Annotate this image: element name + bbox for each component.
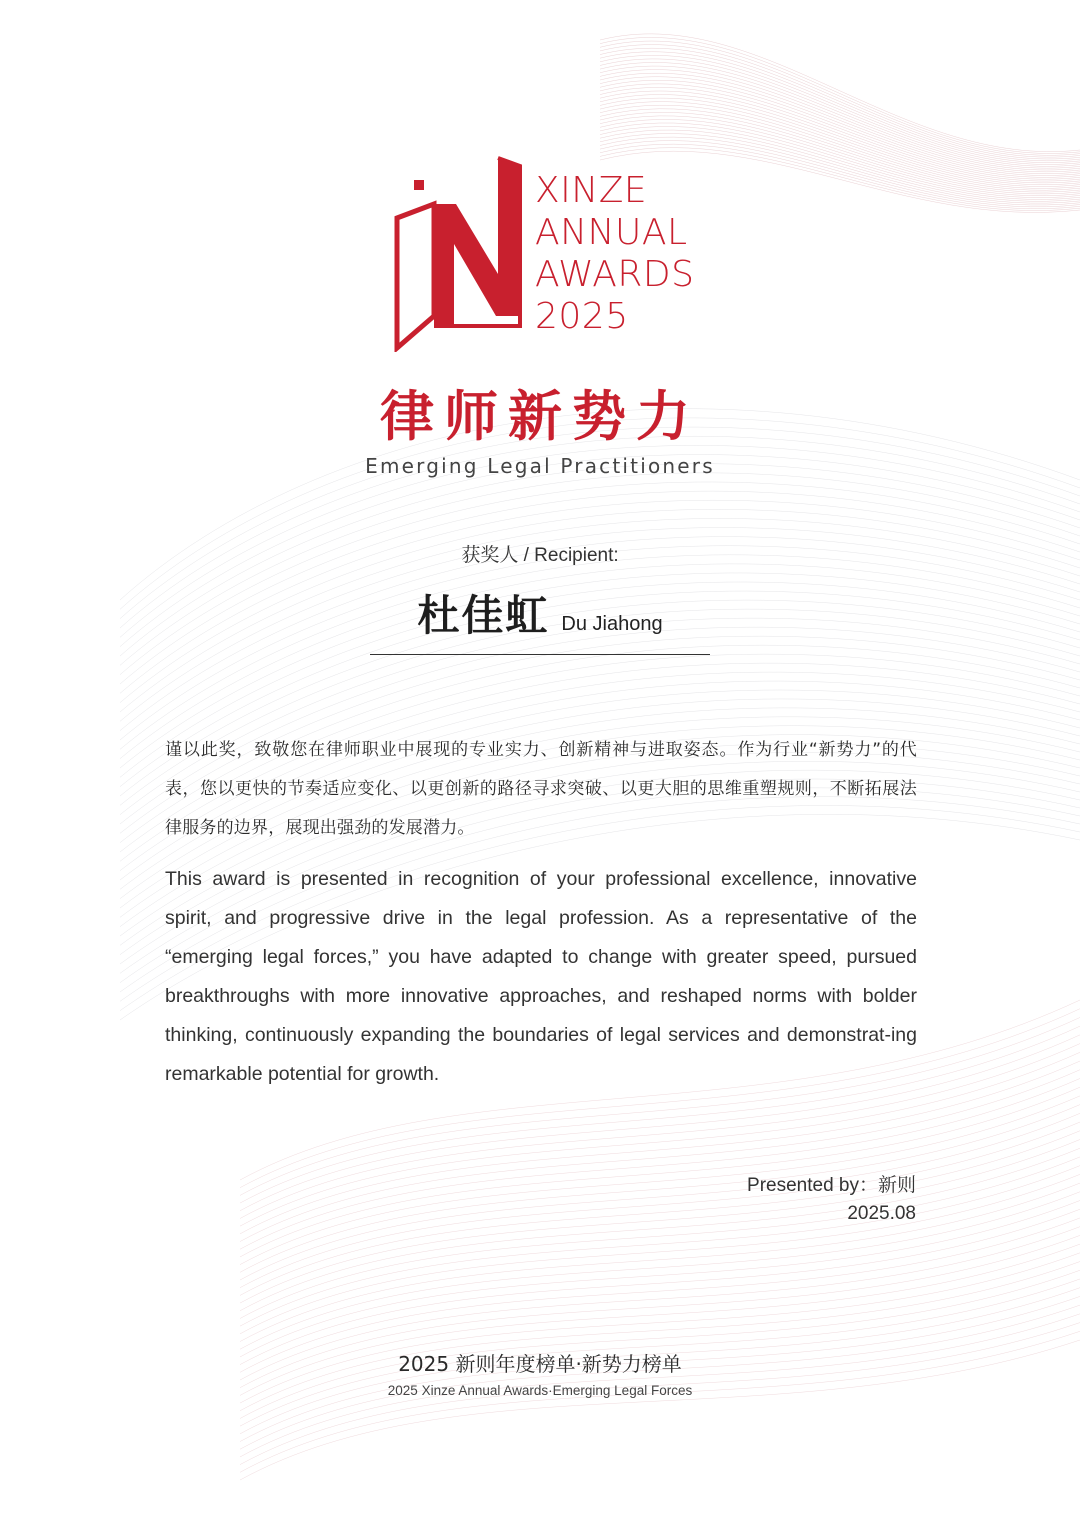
recipient-name-chinese: 杜佳虹 bbox=[417, 591, 550, 640]
wave-line bbox=[600, 48, 1080, 159]
wave-line bbox=[600, 41, 1080, 155]
logo-line-4: 2025 bbox=[535, 296, 629, 337]
presented-by-block bbox=[600, 1172, 916, 1228]
logo-line-1: XINZE bbox=[535, 170, 648, 211]
recipient-label: 获奖人 / Recipient: bbox=[461, 545, 619, 566]
citation-english: This award is presented in recognition of your professional excellence, innovative spirit, and progressive drive in the legal profession. As a representative of the “emerging legal forces,” you have adapted to change with greater speed, pursued breakthroughs with more innovative approaches, and reshaped norms with bolder thinking, continuously expanding the boundaries of legal services and demonstrat-ing remarkable potential for growth. bbox=[165, 868, 917, 1085]
xinze-awards-logo bbox=[392, 156, 695, 352]
presented-date: 2025.08 bbox=[847, 1203, 916, 1224]
logo-wordmark bbox=[535, 170, 695, 338]
logo-line-2: ANNUAL bbox=[535, 212, 688, 253]
citation-chinese: 谨以此奖，致敬您在律师职业中展现的专业实力、创新精神与进取姿态。作为行业“新势力”的代表，您以更快的节奏适应变化、以更创新的路径寻求突破、以更大胆的思维重塑规则，不断拓展法律服务的边界，展现出强劲的发展潜力。 bbox=[165, 740, 917, 838]
n-door-logo-icon bbox=[392, 156, 532, 352]
footer-title-english: 2025 Xinze Annual Awards·Emerging Legal Forces bbox=[387, 1383, 693, 1398]
wave-line bbox=[600, 45, 1080, 158]
footer-title-chinese: 2025 新则年度榜单·新势力榜单 bbox=[398, 1352, 682, 1376]
award-subtitle: Emerging Legal Practitioners bbox=[365, 454, 715, 478]
wave-line bbox=[600, 37, 1080, 153]
logo-line-3: AWARDS bbox=[535, 254, 695, 295]
wave-line bbox=[120, 555, 1080, 750]
recipient-name bbox=[370, 586, 710, 646]
recipient-name-english: Du Jiahong bbox=[561, 613, 663, 635]
wave-line bbox=[600, 62, 1080, 166]
award-title: 律师新势力 bbox=[380, 385, 700, 448]
recipient-underline bbox=[370, 654, 710, 655]
presented-by: Presented by：新则 bbox=[747, 1175, 916, 1196]
